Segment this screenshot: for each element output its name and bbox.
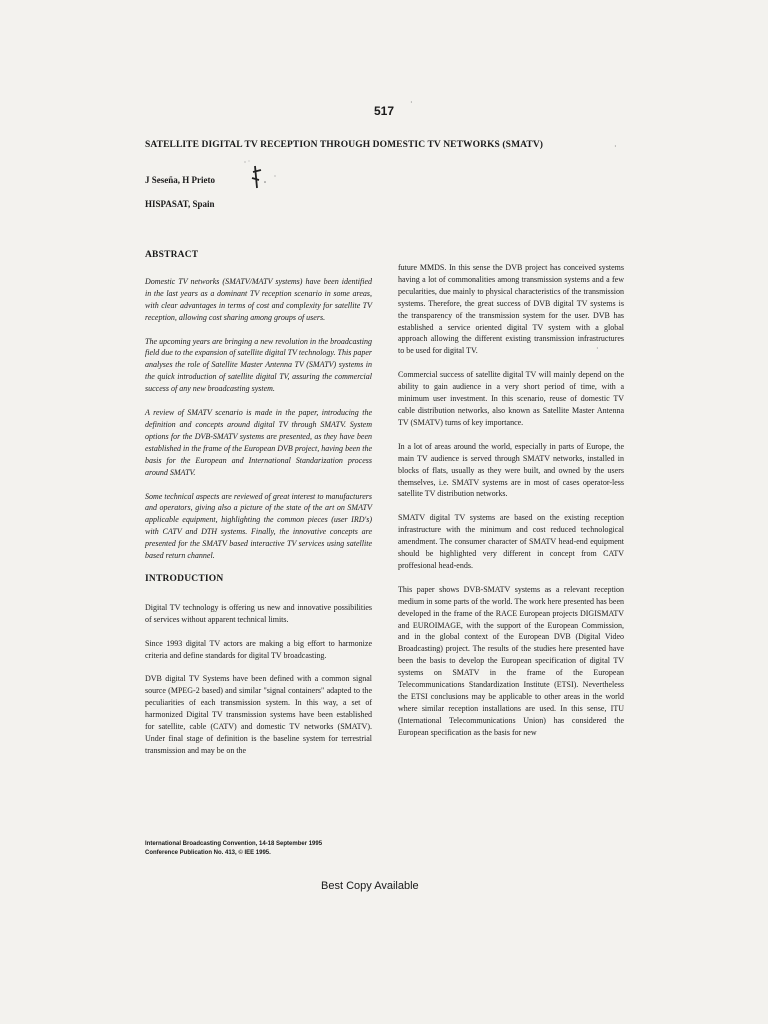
abstract-paragraph: Domestic TV networks (SMATV/MATV systems) have been identified in the last years as a dominant TV reception scenario in some areas, with clear advantages in terms of cost and complexity for satellite TV reception, allowing cost sharing among groups of users. [145,276,372,322]
body-paragraph: SMATV digital TV systems are based on the existing reception infrastructure with the minimum and cost reduced technological amendment. The consumer character of SMATV head-end equipment should be highlighted very different in concept from CATV proffesional head-ends. [398,513,624,570]
left-column [145,250,372,769]
body-paragraph: This paper shows DVB-SMATV systems as a relevant reception medium in some parts of the world. The work here presented has been developed in the frame of the RACE European projects DIGISMATV and EUROIMAGE, with the support of the European Commission, and in the global context of the European DVB (Digital Video Broadcasting) project. The results of the studies here presented have been the basis to develop the European specification of digital TV systems on SMATV in the frame of the European Telecommunications Standardization Institute (ETSI). Nevertheless the ETSI conclusions may be applicable to other areas in the world where similar reception installations are used. In this sense, ITU (International Telecommunications Union) has considered the European specification as the basis for new [398,584,624,737]
footer-line: International Broadcasting Convention, 14-18 September 1995 [145,841,323,847]
scan-speck: · [614,142,617,151]
paper-title: SATELLITE DIGITAL TV RECEPTION THROUGH DOMESTIC TV NETWORKS (SMATV) [145,140,544,150]
footer-line: Conference Publication No. 413, © IEE 1995. [145,849,271,856]
scan-speck: · [596,344,599,353]
authors: J Seseña, H Prieto [145,175,215,185]
abstract-paragraph: A review of SMATV scenario is made in the paper, introducing the definition and concepts around digital TV through SMATV. System options for the DVB-SMATV systems are presented, as they have been established in the frame of the European DVB project, having been the basis for the European and International Standarization process around SMATV. [145,408,372,477]
right-column [398,262,624,751]
body-paragraph: future MMDS. In this sense the DVB project has conceived systems having a lot of commonalities among transmission systems and a few pecularities, due mainly to physical characteristics of the transmission systems. Therefore, the great success of DVB digital TV systems is the transparency of the transmission system for the user. DVB has established a service oriented digital TV system with a global approach allowing the different existing transmission infrastructures to be used for digital TV. [398,263,624,356]
intro-paragraph: DVB digital TV Systems have been defined with a common signal source (MPEG-2 based) and similar "signal containers" adapted to the peculiarities of each transmission system. In this way, a set of harmonized Digital TV transmission systems have been established for satellite, cable (CATV) and domestic TV networks (SMATV). Under final stage of definition is the baseline system for terrestrial transmission and may be on the [145,674,372,755]
page-number: 517 [374,104,395,118]
scan-speck: · [410,98,413,107]
best-copy-note: Best Copy Available [321,880,419,892]
ink-mark-icon [235,158,295,198]
body-paragraph: In a lot of areas around the world, especially in parts of Europe, the main TV audience is served through SMATV networks, installed in blocks of flats, usually as they were built, and owned by the users themselves, i.e. SMATV systems are in most of cases operator-less satellite TV distribution networks. [398,441,624,499]
abstract-heading: ABSTRACT [145,250,199,260]
intro-paragraph: Digital TV technology is offering us new and innovative possibilities of services without apparent technical limits. [145,602,372,624]
body-paragraph: Commercial success of satellite digital TV will mainly depend on the ability to gain audience in a very short period of time, with a minimum user investment. In this scenario, reuse of domestic TV cable distribution networks, also known as Satellite Master Antenna TV (SMATV) turns of key importance. [398,370,624,427]
introduction-heading: INTRODUCTION [145,573,224,584]
abstract-paragraph: Some technical aspects are reviewed of great interest to manufacturers and operators, giving also a picture of the state of the art on SMATV applicable equipment, highlighting the common pieces (user IRD's) with CATV and DTH systems. Finally, the innovative concepts are presented for the SMATV based interactive TV services using satellite based return channel. [145,491,372,561]
conference-footer [145,840,322,857]
affiliation: HISPASAT, Spain [145,199,215,209]
abstract-paragraph: The upcoming years are bringing a new revolution in the broadcasting field due to the expansion of satellite digital TV technology. This paper analyses the role of Satellite Master Antenna TV (SMATV) systems in the quick introduction of satellite digital TV, assuring the commercial success of any new broadcasting system. [145,336,372,394]
intro-paragraph: Since 1993 digital TV actors are making a big effort to harmonize criteria and define standards for digital TV broadcasting. [145,638,372,660]
